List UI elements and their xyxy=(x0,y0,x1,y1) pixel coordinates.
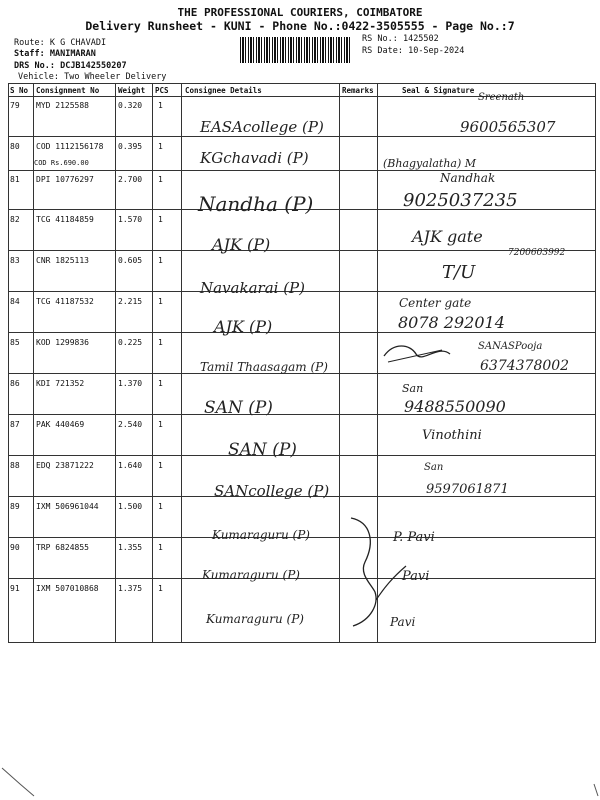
row-weight: 1.500 xyxy=(118,502,143,511)
rs-date-line xyxy=(362,46,464,56)
row-sno: 86 xyxy=(10,379,20,388)
seal-stamp-scribble xyxy=(380,340,458,368)
drs-line xyxy=(14,61,127,71)
vehicle-line xyxy=(18,72,166,82)
table-left-border xyxy=(8,83,9,643)
row-pcs: 1 xyxy=(158,379,163,388)
row-divider xyxy=(8,578,596,579)
row-weight: 0.320 xyxy=(118,101,143,110)
col-sno: S No xyxy=(10,86,29,95)
row-divider xyxy=(8,136,596,137)
seal-signature: Vinothini xyxy=(422,428,482,443)
seal-signature: AJK gate xyxy=(412,227,483,246)
company-title: THE PROFESSIONAL COURIERS, COIMBATORE xyxy=(177,6,423,19)
vehicle-label: Vehicle: xyxy=(18,72,59,82)
row-sno: 85 xyxy=(10,338,20,347)
seal-signature: San xyxy=(424,462,444,473)
consignee-handwriting: EASAcollege (P) xyxy=(200,118,324,136)
row-divider xyxy=(8,455,596,456)
row-weight: 0.225 xyxy=(118,338,143,347)
row-sno: 88 xyxy=(10,461,20,470)
drs-value: DCJB142550207 xyxy=(60,61,127,71)
seal-signature: San xyxy=(402,382,424,395)
row-weight: 2.540 xyxy=(118,420,143,429)
consignee-handwriting: SANcollege (P) xyxy=(214,482,330,500)
seal-signature: Sreenath xyxy=(478,92,525,103)
cod-amount: COD Rs.690.00 xyxy=(34,159,89,167)
row-weight: 1.375 xyxy=(118,584,143,593)
row-sno: 91 xyxy=(10,584,20,593)
row-weight: 1.640 xyxy=(118,461,143,470)
route-value: K G CHAVADI xyxy=(49,38,107,48)
consignee-handwriting: SAN (P) xyxy=(228,440,297,460)
row-divider xyxy=(8,414,596,415)
seal-phone: 7200603992 xyxy=(508,248,566,258)
seal-signature: Pavi xyxy=(390,615,416,629)
row-pcs: 1 xyxy=(158,584,163,593)
row-sno: 83 xyxy=(10,256,20,265)
row-sno: 87 xyxy=(10,420,20,429)
seal-phone: 8078 292014 xyxy=(398,313,505,332)
col-weight: Weight xyxy=(118,86,146,95)
column-divider xyxy=(339,83,340,643)
row-sno: 89 xyxy=(10,502,20,511)
column-divider xyxy=(152,83,153,643)
runsheet-subtitle: Delivery Runsheet - KUNI - Phone No.:0422-3505555 - Page No.:7 xyxy=(85,19,515,33)
consignee-handwriting: Tamil Thaasagam (P) xyxy=(200,360,328,374)
row-pcs: 1 xyxy=(158,461,163,470)
drs-label: DRS No.: xyxy=(14,61,55,71)
staff-label: Staff: xyxy=(14,49,45,59)
col-seal: Seal & Signature xyxy=(402,86,475,95)
row-divider xyxy=(8,170,596,171)
row-weight: 2.700 xyxy=(118,175,143,184)
barcode xyxy=(240,37,352,63)
rs-no-value: 1425502 xyxy=(402,34,439,44)
column-divider xyxy=(181,83,182,643)
route-label: Route: xyxy=(14,38,45,48)
table-bottom-border xyxy=(8,642,596,643)
row-pcs: 1 xyxy=(158,256,163,265)
consignee-handwriting: Nandha (P) xyxy=(198,192,314,216)
rs-date-label: RS Date: xyxy=(362,46,403,56)
table-right-border xyxy=(595,83,596,643)
consignee-handwriting: Kumaraguru (P) xyxy=(206,612,304,626)
row-consignment: IXM 507010868 xyxy=(36,584,99,593)
seal-signature: (Bhagyalatha) M xyxy=(383,157,477,170)
row-sno: 84 xyxy=(10,297,20,306)
scan-artifact xyxy=(0,760,60,800)
row-weight: 2.215 xyxy=(118,297,143,306)
row-pcs: 1 xyxy=(158,543,163,552)
row-consignment: TCG 41187532 xyxy=(36,297,94,306)
consignee-handwriting: Navakarai (P) xyxy=(200,279,305,297)
col-pcs: PCS xyxy=(155,86,169,95)
row-weight: 0.395 xyxy=(118,142,143,151)
consignee-handwriting: AJK (P) xyxy=(214,317,273,336)
row-consignment: COD 1112156178 xyxy=(36,142,104,151)
seal-signature: P. Pavi xyxy=(393,530,435,545)
row-consignment: DPI 10776297 xyxy=(36,175,94,184)
row-weight: 1.370 xyxy=(118,379,143,388)
row-consignment: KOD 1299836 xyxy=(36,338,89,347)
col-remarks: Remarks xyxy=(342,86,374,95)
seal-signature: T/U xyxy=(442,262,476,283)
row-weight: 1.570 xyxy=(118,215,143,224)
row-sno: 81 xyxy=(10,175,20,184)
row-weight: 1.355 xyxy=(118,543,143,552)
consignee-handwriting: Kumaraguru (P) xyxy=(202,568,300,582)
row-sno: 80 xyxy=(10,142,20,151)
vehicle-value: Two Wheeler Delivery xyxy=(64,72,167,82)
row-pcs: 1 xyxy=(158,215,163,224)
row-consignment: EDQ 23871222 xyxy=(36,461,94,470)
consignee-handwriting: AJK (P) xyxy=(212,235,271,254)
row-pcs: 1 xyxy=(158,101,163,110)
row-pcs: 1 xyxy=(158,502,163,511)
row-pcs: 1 xyxy=(158,142,163,151)
rs-no-label: RS No.: xyxy=(362,34,398,44)
row-sno: 82 xyxy=(10,215,20,224)
table-top-border xyxy=(8,83,596,84)
col-consignment: Consignment No xyxy=(36,86,100,95)
seal-phone: 9488550090 xyxy=(404,397,506,416)
staff-value: MANIMARAN xyxy=(49,49,96,59)
seal-signature: Pavi xyxy=(402,569,430,584)
row-consignment: IXM 506961044 xyxy=(36,502,99,511)
seal-phone: 9597061871 xyxy=(426,482,509,497)
seal-phone: 6374378002 xyxy=(480,358,570,374)
seal-phone: 9600565307 xyxy=(460,118,556,136)
seal-signature: Center gate xyxy=(399,296,472,310)
col-consignee: Consignee Details xyxy=(185,86,262,95)
column-divider xyxy=(33,83,34,643)
row-pcs: 1 xyxy=(158,175,163,184)
row-consignment: TCG 41184859 xyxy=(36,215,94,224)
row-divider xyxy=(8,332,596,333)
rs-date-value: 10-Sep-2024 xyxy=(408,46,465,56)
route-line xyxy=(14,38,106,48)
row-pcs: 1 xyxy=(158,297,163,306)
rs-no-line xyxy=(362,34,439,44)
staff-line xyxy=(14,49,96,59)
row-consignment: PAK 440469 xyxy=(36,420,85,429)
row-sno: 90 xyxy=(10,543,20,552)
consignee-handwriting: KGchavadi (P) xyxy=(200,149,309,167)
row-weight: 0.605 xyxy=(118,256,143,265)
scan-artifact xyxy=(560,780,600,800)
row-sno: 79 xyxy=(10,101,20,110)
row-consignment: CNR 1825113 xyxy=(36,256,89,265)
row-consignment: TRP 6824855 xyxy=(36,543,89,552)
row-consignment: MYD 2125588 xyxy=(36,101,89,110)
seal-phone: 9025037235 xyxy=(403,190,518,211)
consignee-handwriting: Kumaraguru (P) xyxy=(212,528,310,542)
seal-signature: Nandhak xyxy=(440,171,496,185)
consignee-handwriting: SAN (P) xyxy=(204,398,273,418)
row-pcs: 1 xyxy=(158,338,163,347)
column-divider xyxy=(115,83,116,643)
row-consignment: KDI 721352 xyxy=(36,379,85,388)
signature-stroke xyxy=(372,560,412,610)
row-pcs: 1 xyxy=(158,420,163,429)
seal-signature: SANASPooja xyxy=(478,341,543,352)
